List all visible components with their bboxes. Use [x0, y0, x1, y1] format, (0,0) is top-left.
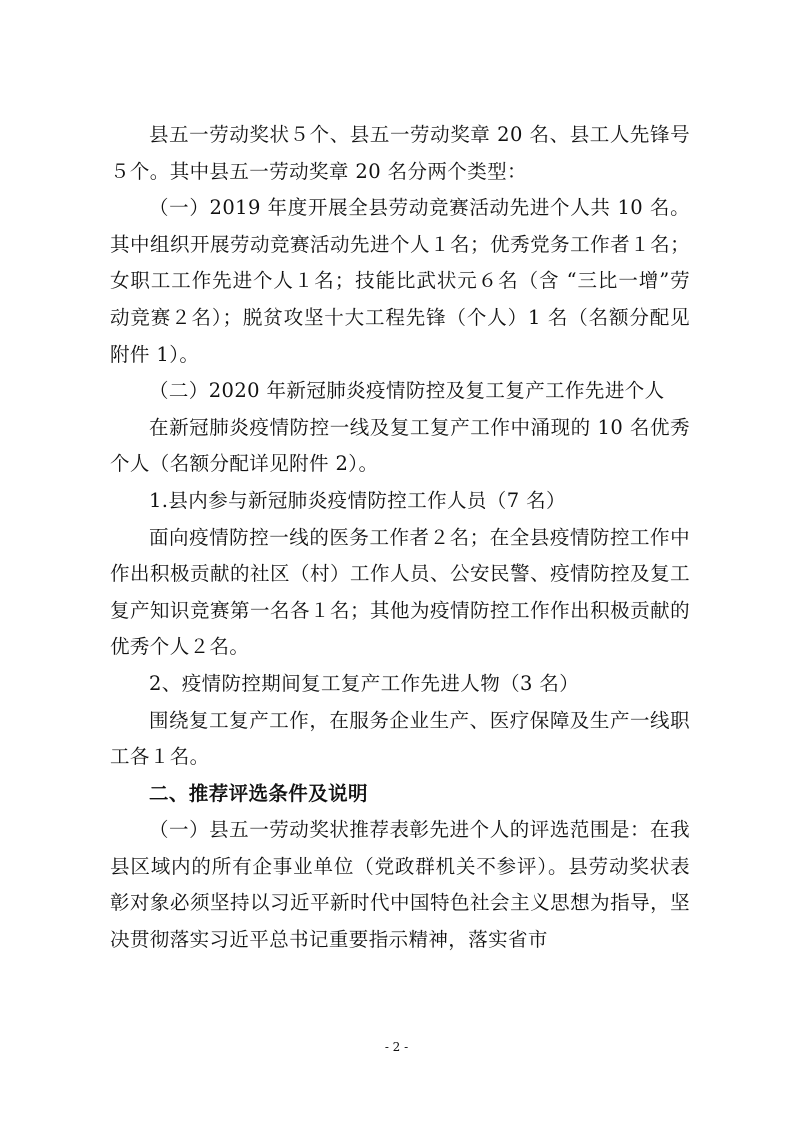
paragraph-covid-summary: 在新冠肺炎疫情防控一线及复工复产工作中涌现的 10 名优秀个人（名额分配详见附件 2）。 [110, 415, 690, 476]
paragraph-criteria-scope: （一）县五一劳动奖状推荐表彰先进个人的评选范围是：在我县区域内的所有企事业单位（党政群机关不参评）。县劳动奖状表彰对象必须坚持以习近平新时代中国特色社会主义思想为指导，坚决贯彻落实习近平总书记重要指示精神，落实省市 [110, 818, 690, 952]
paragraph-item-2-body: 围绕复工复产工作，在服务企业生产、医疗保障及生产一线职工各１名。 [110, 708, 690, 769]
page-number: - 2 - [384, 1040, 409, 1054]
paragraph-item-1-body: 面向疫情防控一线的医务工作者２名；在全县疫情防控工作中作出积极贡献的社区（村）工作人员、公安民警、疫情防控及复工复产知识竞赛第一名各１名；其他为疫情防控工作作出积极贡献的优秀个人２名。 [110, 525, 690, 659]
section-heading-criteria: 二、推荐评选条件及说明 [149, 781, 368, 805]
paragraph-labor-contest: （一）2019 年度开展全县劳动竞赛活动先进个人共 10 名。其中组织开展劳动竞赛活动先进个人１名；优秀党务工作者１名；女职工工作先进个人１名；技能比武状元６名（含 “三比一增”劳动竞赛２名）；脱贫攻坚十大工程先锋（个人）1 名（名额分配见附件 1）。 [110, 196, 690, 366]
paragraph-award-summary: 县五一劳动奖状５个、县五一劳动奖章 20 名、县工人先锋号５个。其中县五一劳动奖章 20 名分两个类型： [110, 123, 690, 183]
paragraph-item-2-title: 2、疫情防控期间复工复产工作先进人物（3 名） [149, 671, 580, 695]
document-body [110, 117, 690, 959]
paragraph-item-1-title: 1.县内参与新冠肺炎疫情防控工作人员（7 名） [149, 488, 566, 512]
paragraph-covid-section-title: （二）2020 年新冠肺炎疫情防控及复工复产工作先进个人 [149, 379, 665, 403]
